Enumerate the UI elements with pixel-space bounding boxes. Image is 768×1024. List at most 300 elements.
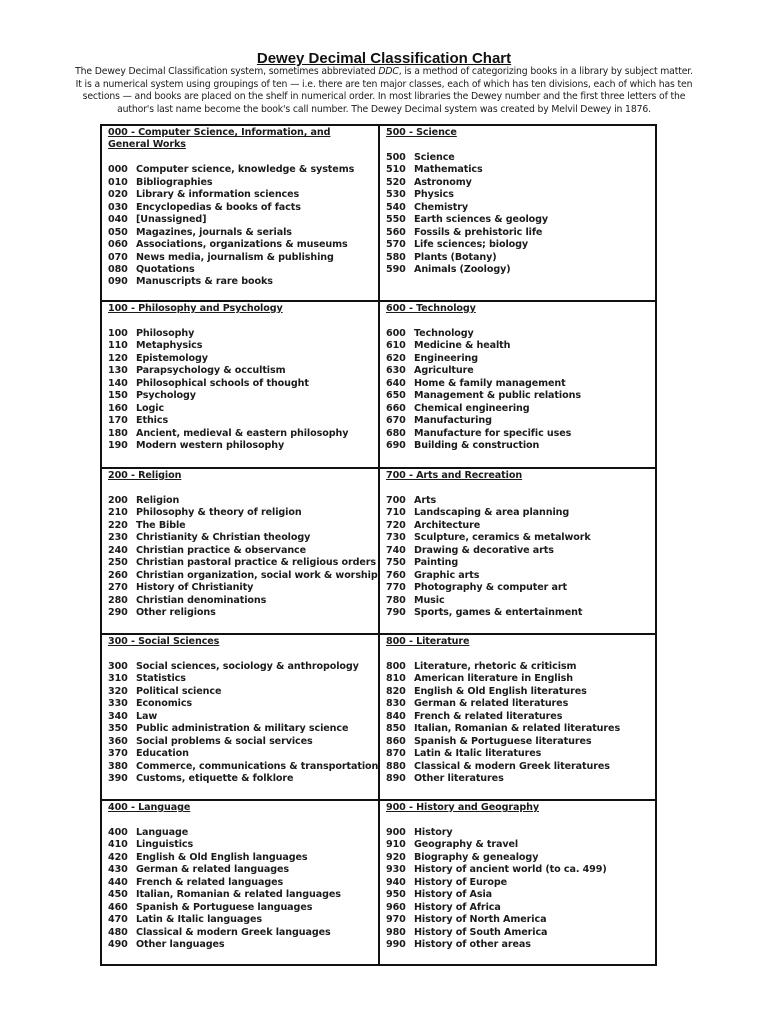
division-entry — [108, 440, 378, 452]
division-name: Sports, games & entertainment — [414, 606, 583, 618]
class-cell-600 — [380, 302, 655, 469]
division-code: 650 — [386, 390, 406, 402]
division-name: Logic — [136, 402, 165, 414]
class-heading: 000 - Computer Science, Information, and General Works — [108, 127, 331, 151]
division-name: Political science — [136, 685, 222, 697]
division-code: 450 — [108, 889, 128, 901]
division-code: 190 — [108, 439, 128, 451]
division-entry — [386, 340, 655, 352]
division-code: 950 — [386, 889, 406, 901]
division-entry — [386, 495, 655, 507]
division-entry — [386, 378, 655, 390]
division-code: 320 — [108, 685, 128, 697]
division-code: 910 — [386, 839, 406, 851]
division-entry — [386, 939, 655, 951]
division-entry — [108, 748, 378, 760]
division-name: Law — [136, 710, 158, 722]
division-entry — [108, 495, 378, 507]
division-entry — [108, 264, 378, 276]
division-name: Building & construction — [414, 439, 540, 451]
division-name: Magazines, journals & serials — [136, 226, 292, 238]
division-name: Architecture — [414, 519, 481, 531]
division-name: Photography & computer art — [414, 582, 568, 594]
division-code: 770 — [386, 582, 406, 594]
division-entry — [108, 328, 378, 340]
division-code: 220 — [108, 519, 128, 531]
division-entry — [386, 264, 655, 276]
division-code: 040 — [108, 214, 128, 226]
division-entry — [108, 864, 378, 876]
division-name: Painting — [414, 557, 459, 569]
division-name: Epistemology — [136, 352, 208, 364]
division-name: Religion — [136, 494, 180, 506]
division-name: Fossils & prehistoric life — [414, 226, 543, 238]
division-entry — [386, 152, 655, 164]
division-code: 720 — [386, 519, 406, 531]
division-entry — [386, 428, 655, 440]
division-code: 470 — [108, 914, 128, 926]
division-entry — [108, 761, 378, 773]
division-code: 540 — [386, 201, 406, 213]
division-code: 480 — [108, 926, 128, 938]
division-entry — [108, 403, 378, 415]
division-entry — [386, 239, 655, 251]
division-entry — [108, 532, 378, 544]
division-entry — [108, 827, 378, 839]
division-entry — [386, 164, 655, 176]
division-name: History of Europe — [414, 876, 508, 888]
division-name: Public administration & military science — [136, 723, 349, 735]
intro-text-start: The Dewey Decimal Classification system, sometimes abbreviated — [75, 66, 379, 78]
division-name: Sculpture, ceramics & metalwork — [414, 532, 591, 544]
division-entry — [108, 415, 378, 427]
division-name: Graphic arts — [414, 569, 480, 581]
division-name: History of Africa — [414, 901, 501, 913]
division-code: 380 — [108, 760, 128, 772]
division-name: Bibliographies — [136, 176, 213, 188]
division-name: Technology — [414, 327, 474, 339]
division-code: 890 — [386, 772, 406, 784]
division-name: Linguistics — [136, 839, 194, 851]
division-entry — [108, 736, 378, 748]
division-code: 800 — [386, 660, 406, 672]
division-code: 840 — [386, 710, 406, 722]
division-entry — [386, 403, 655, 415]
division-code: 560 — [386, 226, 406, 238]
division-entry — [386, 914, 655, 926]
division-code: 670 — [386, 415, 406, 427]
division-name: Other languages — [136, 938, 225, 950]
division-code: 640 — [386, 377, 406, 389]
class-cell-200 — [102, 469, 380, 635]
class-cell-700 — [380, 469, 655, 635]
division-name: [Unassigned] — [136, 214, 207, 226]
division-code: 850 — [386, 723, 406, 735]
division-code: 240 — [108, 544, 128, 556]
division-name: Other religions — [136, 606, 216, 618]
division-name: Science — [414, 151, 455, 163]
class-cell-800 — [380, 635, 655, 801]
division-name: Philosophy — [136, 327, 195, 339]
division-entry — [386, 570, 655, 582]
division-code: 710 — [386, 507, 406, 519]
division-code: 660 — [386, 402, 406, 414]
division-name: Other literatures — [414, 772, 504, 784]
division-entry — [108, 582, 378, 594]
division-name: German & related literatures — [414, 698, 569, 710]
division-code: 300 — [108, 660, 128, 672]
division-entry — [108, 939, 378, 951]
division-code: 490 — [108, 938, 128, 950]
division-name: Landscaping & area planning — [414, 507, 570, 519]
division-entry — [386, 214, 655, 226]
document-title: Dewey Decimal Classification Chart — [256, 50, 512, 68]
division-code: 550 — [386, 214, 406, 226]
division-code: 150 — [108, 390, 128, 402]
division-code: 270 — [108, 582, 128, 594]
class-heading: 200 - Religion — [108, 470, 182, 481]
division-name: Library & information sciences — [136, 189, 300, 201]
division-entry — [386, 415, 655, 427]
division-entry — [386, 507, 655, 519]
division-entry — [386, 202, 655, 214]
division-name: French & related literatures — [414, 710, 563, 722]
division-name: Encyclopedias & books of facts — [136, 201, 301, 213]
division-code: 360 — [108, 735, 128, 747]
division-name: Customs, etiquette & folklore — [136, 772, 294, 784]
division-entry — [108, 520, 378, 532]
division-entry — [386, 520, 655, 532]
division-entry — [386, 686, 655, 698]
division-entry — [108, 698, 378, 710]
division-entry — [108, 927, 378, 939]
division-code: 810 — [386, 673, 406, 685]
class-heading: 800 - Literature — [386, 636, 470, 647]
division-entry — [108, 607, 378, 619]
division-name: Physics — [414, 189, 454, 201]
division-entry — [386, 557, 655, 569]
division-name: Latin & Italic languages — [136, 914, 263, 926]
division-name: Spanish & Portuguese literatures — [414, 735, 592, 747]
division-code: 140 — [108, 377, 128, 389]
division-code: 280 — [108, 594, 128, 606]
division-name: Quotations — [136, 263, 195, 275]
division-name: History — [414, 826, 453, 838]
division-entry — [108, 365, 378, 377]
division-code: 920 — [386, 851, 406, 863]
division-entry — [108, 276, 378, 288]
division-name: Music — [414, 594, 445, 606]
division-code: 630 — [386, 365, 406, 377]
division-entry — [386, 723, 655, 735]
division-entry — [108, 839, 378, 851]
division-entry — [386, 736, 655, 748]
division-code: 880 — [386, 760, 406, 772]
division-name: Earth sciences & geology — [414, 214, 549, 226]
division-code: 130 — [108, 365, 128, 377]
division-name: Ancient, medieval & eastern philosophy — [136, 427, 349, 439]
division-code: 860 — [386, 735, 406, 747]
division-entry — [386, 839, 655, 851]
division-entry — [386, 252, 655, 264]
division-name: French & related languages — [136, 876, 284, 888]
division-entry — [108, 507, 378, 519]
classification-table — [100, 124, 657, 966]
division-code: 500 — [386, 151, 406, 163]
division-entry — [108, 390, 378, 402]
division-name: Spanish & Portuguese languages — [136, 901, 313, 913]
division-code: 610 — [386, 340, 406, 352]
division-entry — [386, 927, 655, 939]
division-name: Ethics — [136, 415, 169, 427]
division-code: 250 — [108, 557, 128, 569]
division-name: Classical & modern Greek literatures — [414, 760, 610, 772]
division-name: History of South America — [414, 926, 548, 938]
division-code: 520 — [386, 176, 406, 188]
division-code: 580 — [386, 251, 406, 263]
division-code: 070 — [108, 251, 128, 263]
intro-abbreviation: DDC — [378, 66, 399, 78]
division-name: German & related languages — [136, 864, 290, 876]
division-code: 900 — [386, 826, 406, 838]
division-entry — [386, 595, 655, 607]
division-name: American literature in English — [414, 673, 573, 685]
division-code: 740 — [386, 544, 406, 556]
division-code: 870 — [386, 748, 406, 760]
division-entry — [108, 673, 378, 685]
division-name: Animals (Zoology) — [414, 263, 511, 275]
division-entry — [108, 378, 378, 390]
division-name: Home & family management — [414, 377, 566, 389]
division-entry — [386, 748, 655, 760]
division-code: 990 — [386, 938, 406, 950]
division-entry — [386, 189, 655, 201]
division-name: Agriculture — [414, 365, 474, 377]
division-entry — [386, 532, 655, 544]
division-entry — [108, 686, 378, 698]
division-name: Italian, Romanian & related literatures — [414, 723, 621, 735]
division-name: Philosophical schools of thought — [136, 377, 309, 389]
division-entry — [108, 227, 378, 239]
division-code: 230 — [108, 532, 128, 544]
division-code: 210 — [108, 507, 128, 519]
division-name: English & Old English languages — [136, 851, 308, 863]
class-heading: 100 - Philosophy and Psychology — [108, 303, 283, 314]
division-entry — [108, 570, 378, 582]
division-name: Social problems & social services — [136, 735, 313, 747]
division-name: Associations, organizations & museums — [136, 239, 348, 251]
division-code: 170 — [108, 415, 128, 427]
division-name: Literature, rhetoric & criticism — [414, 660, 577, 672]
division-code: 160 — [108, 402, 128, 414]
division-code: 690 — [386, 439, 406, 451]
division-code: 780 — [386, 594, 406, 606]
division-name: Drawing & decorative arts — [414, 544, 554, 556]
division-code: 830 — [386, 698, 406, 710]
division-entry — [108, 428, 378, 440]
division-code: 020 — [108, 189, 128, 201]
division-code: 120 — [108, 352, 128, 364]
class-heading: 500 - Science — [386, 127, 457, 138]
division-name: Parapsychology & occultism — [136, 365, 286, 377]
division-code: 930 — [386, 864, 406, 876]
division-entry — [108, 711, 378, 723]
division-code: 000 — [108, 164, 128, 176]
division-name: Language — [136, 826, 189, 838]
division-entry — [108, 214, 378, 226]
division-name: Biography & genealogy — [414, 851, 539, 863]
class-heading: 700 - Arts and Recreation — [386, 470, 523, 481]
division-entry — [386, 440, 655, 452]
division-name: Latin & Italic literatures — [414, 748, 542, 760]
class-heading: 900 - History and Geography — [386, 802, 540, 813]
division-name: Economics — [136, 698, 193, 710]
division-code: 510 — [386, 164, 406, 176]
division-entry — [386, 545, 655, 557]
division-code: 430 — [108, 864, 128, 876]
division-entry — [108, 557, 378, 569]
division-code: 080 — [108, 263, 128, 275]
division-entry — [108, 852, 378, 864]
division-code: 440 — [108, 876, 128, 888]
division-entry — [386, 698, 655, 710]
division-entry — [108, 164, 378, 176]
division-name: History of North America — [414, 914, 547, 926]
division-entry — [108, 914, 378, 926]
division-code: 790 — [386, 606, 406, 618]
division-name: Astronomy — [414, 176, 472, 188]
division-entry — [108, 202, 378, 214]
division-entry — [386, 877, 655, 889]
division-code: 970 — [386, 914, 406, 926]
division-code: 940 — [386, 876, 406, 888]
division-entry — [108, 773, 378, 785]
division-name: Medicine & health — [414, 340, 511, 352]
division-code: 110 — [108, 340, 128, 352]
division-code: 590 — [386, 263, 406, 275]
division-name: History of Asia — [414, 889, 493, 901]
class-cell-100 — [102, 302, 380, 469]
division-name: Geography & travel — [414, 839, 519, 851]
division-entry — [386, 889, 655, 901]
division-entry — [386, 177, 655, 189]
division-code: 400 — [108, 826, 128, 838]
division-entry — [108, 661, 378, 673]
division-entry — [108, 595, 378, 607]
division-entry — [386, 902, 655, 914]
division-name: Italian, Romanian & related languages — [136, 889, 341, 901]
division-entry — [386, 582, 655, 594]
division-name: Christian pastoral practice & religious orders — [136, 557, 377, 569]
division-entry — [386, 711, 655, 723]
division-code: 260 — [108, 569, 128, 581]
class-cell-300 — [102, 635, 380, 801]
division-entry — [108, 889, 378, 901]
division-name: History of ancient world (to ca. 499) — [414, 864, 607, 876]
division-entry — [386, 864, 655, 876]
division-code: 390 — [108, 772, 128, 784]
class-heading: 600 - Technology — [386, 303, 476, 314]
division-code: 600 — [386, 327, 406, 339]
division-name: Engineering — [414, 352, 478, 364]
division-entry — [108, 340, 378, 352]
division-code: 200 — [108, 494, 128, 506]
division-name: Classical & modern Greek languages — [136, 926, 331, 938]
division-name: English & Old English literatures — [414, 685, 587, 697]
division-name: Management & public relations — [414, 390, 581, 402]
class-cell-000 — [102, 126, 380, 302]
division-entry — [108, 177, 378, 189]
division-name: News media, journalism & publishing — [136, 251, 334, 263]
division-code: 730 — [386, 532, 406, 544]
division-entry — [108, 723, 378, 735]
division-entry — [386, 227, 655, 239]
division-entry — [108, 353, 378, 365]
division-name: Christian practice & observance — [136, 544, 307, 556]
division-code: 530 — [386, 189, 406, 201]
division-name: The Bible — [136, 519, 186, 531]
division-code: 340 — [108, 710, 128, 722]
division-code: 460 — [108, 901, 128, 913]
division-entry — [386, 661, 655, 673]
division-code: 680 — [386, 427, 406, 439]
division-entry — [108, 239, 378, 251]
division-name: Psychology — [136, 390, 196, 402]
class-heading: 300 - Social Sciences — [108, 636, 220, 647]
division-code: 010 — [108, 176, 128, 188]
division-code: 410 — [108, 839, 128, 851]
division-entry — [386, 852, 655, 864]
division-name: Christianity & Christian theology — [136, 532, 311, 544]
division-name: Education — [136, 748, 189, 760]
division-code: 370 — [108, 748, 128, 760]
division-name: Statistics — [136, 673, 186, 685]
division-code: 760 — [386, 569, 406, 581]
division-name: Chemistry — [414, 201, 469, 213]
division-entry — [386, 827, 655, 839]
division-code: 090 — [108, 276, 128, 288]
division-code: 570 — [386, 239, 406, 251]
intro-text-end: , is a method of categorizing books in a library by subject matter. It is a numerical system using groupings of ten — i.e. there are ten major classes, each of which has ten divisions, each of which has ten sections — and books are placed on the shelf in numerical order. In most libraries the Dewey number and the first three letters of the author's last name become the book's call number. The Dewey Decimal system was created by Melvil Dewey in 1876. — [75, 66, 693, 115]
class-heading: 400 - Language — [108, 802, 191, 813]
division-code: 030 — [108, 201, 128, 213]
division-name: Manuscripts & rare books — [136, 276, 273, 288]
division-name: Life sciences; biology — [414, 239, 529, 251]
division-code: 330 — [108, 698, 128, 710]
division-entry — [108, 902, 378, 914]
class-cell-500 — [380, 126, 655, 302]
division-name: Social sciences, sociology & anthropology — [136, 660, 359, 672]
division-entry — [386, 328, 655, 340]
division-code: 750 — [386, 557, 406, 569]
division-code: 290 — [108, 606, 128, 618]
division-entry — [386, 390, 655, 402]
division-name: Modern western philosophy — [136, 439, 285, 451]
division-entry — [108, 545, 378, 557]
division-entry — [108, 189, 378, 201]
division-code: 060 — [108, 239, 128, 251]
division-code: 960 — [386, 901, 406, 913]
division-name: Christian organization, social work & worship — [136, 569, 378, 581]
division-name: Commerce, communications & transportation — [136, 760, 379, 772]
division-name: Arts — [414, 494, 437, 506]
division-code: 820 — [386, 685, 406, 697]
division-code: 180 — [108, 427, 128, 439]
division-name: History of other areas — [414, 938, 531, 950]
division-code: 350 — [108, 723, 128, 735]
division-name: Chemical engineering — [414, 402, 530, 414]
division-name: Manufacturing — [414, 415, 492, 427]
